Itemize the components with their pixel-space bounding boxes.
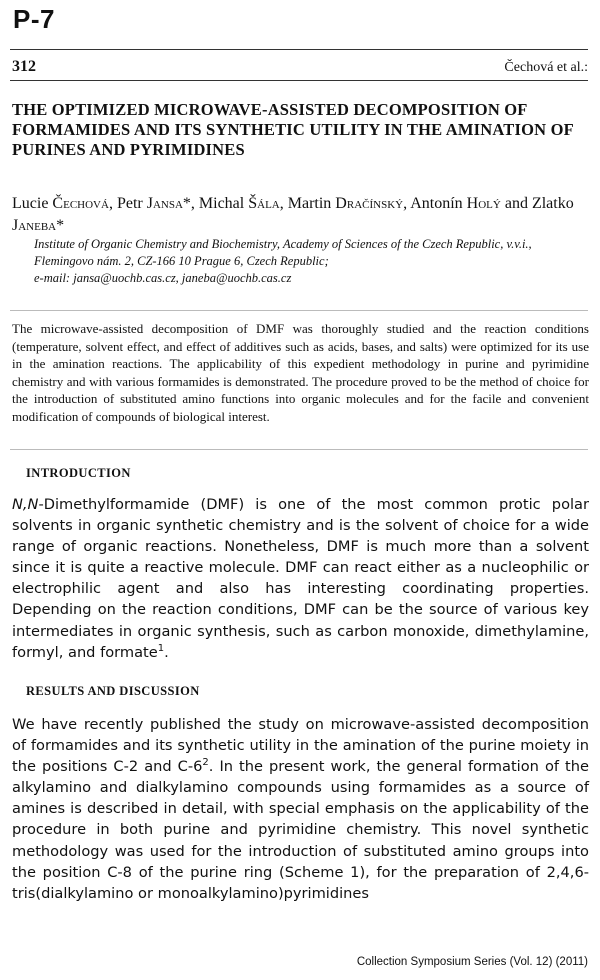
affiliation — [34, 236, 590, 287]
author-separator: , — [403, 195, 411, 212]
header-rule — [10, 49, 588, 50]
author-first-name: Michal — [198, 195, 249, 212]
affiliation-line: Institute of Organic Chemistry and Biochemistry, Academy of Sciences of the Czech Republic, v.v.i., — [34, 237, 532, 251]
author-surname-initial: Č — [52, 195, 64, 212]
reference-mark: 1 — [157, 642, 165, 654]
author-surname-initial: D — [335, 195, 347, 212]
author-surname: ansa — [152, 195, 183, 212]
author-first-name: Lucie — [12, 195, 53, 212]
results-body-a: We have recently published the study on microwave-assisted decomposition of formamides and its synthetic utility in the amination of the purine moiety in the positions C-2 and C-6 — [12, 716, 589, 776]
author-surname: ála — [257, 195, 280, 212]
italic-prefix: N,N — [12, 496, 39, 513]
author-surname-initial: J — [12, 217, 19, 234]
author-first-name: Martin — [287, 195, 336, 212]
author-first-name: and Zlatko — [504, 195, 574, 212]
introduction-text — [12, 494, 589, 663]
author-separator: , — [108, 195, 117, 212]
author — [410, 195, 505, 212]
paper-title: THE OPTIMIZED MICROWAVE-ASSISTED DECOMPOSITION OF FORMAMIDES AND ITS SYNTHETIC UTILITY IN THE AMINATION OF PURINES AND PYRIMIDINES — [12, 100, 574, 159]
abstract-bottom-rule — [10, 449, 588, 450]
journal-footer: Collection Symposium Series (Vol. 12) (2011) — [356, 956, 588, 968]
affiliation-line: Flemingovo nám. 2, CZ-166 10 Prague 6, Czech Republic; — [34, 254, 329, 268]
running-head-rule — [10, 80, 588, 81]
author — [199, 195, 288, 212]
results-text — [12, 714, 589, 904]
author-separator: , — [279, 195, 288, 212]
presentation-code: P-7 — [13, 4, 55, 34]
author-first-name: Antonín — [410, 195, 467, 212]
running-head: Čechová et al.: — [504, 60, 588, 75]
author — [117, 195, 199, 212]
author-first-name: Petr — [116, 195, 147, 212]
results-heading: RESULTS AND DISCUSSION — [26, 684, 200, 698]
results-body-b: . In the present work, the general formation of the alkylamino and dialkylamino compounds using formamides as a source of amines is described in detail, with special emphasis on the applicability of the procedure in both purine and pyrimidine chemistry. This novel synthetic methodology was used for the introduction of substituted amino groups into the position C-8 of the purine ring (Scheme 1), for the preparation of 2,4,6-tris(dialkylamino or monoalkylamino)pyrimidines — [12, 758, 589, 902]
author-list — [12, 193, 590, 237]
author-surname-initial: J — [146, 195, 153, 212]
author-surname: račínský — [346, 195, 404, 212]
author-separator: * — [56, 217, 65, 234]
author-surname-initial: H — [466, 195, 479, 212]
author-surname: aneba — [18, 217, 57, 234]
abstract-top-rule — [10, 310, 588, 311]
introduction-body: -Dimethylformamide (DMF) is one of the most common protic polar solvents in organic synthetic chemistry and is the solvent of choice for a wide range of organic reactions. Nonetheless, DMF is much more than a solvent since it is quite a reactive molecule. DMF can react either as a nucleophilic or electrophilic agent and also has interesting coordinating properties. Depending on the reaction conditions, DMF can be the source of various key intermediates in organic synthesis, such as carbon monoxide, dimethylamine, formyl, and formate — [12, 496, 589, 661]
sentence-end: . — [164, 643, 169, 661]
introduction-heading: INTRODUCTION — [26, 466, 131, 480]
author — [288, 195, 410, 212]
author-separator: *, — [182, 195, 199, 212]
page-number: 312 — [12, 58, 36, 75]
abstract: The microwave-assisted decomposition of DMF was thoroughly studied and the reaction conditions (temperature, solvent effect, and effect of additives such as acids, bases, and salts) were optimized for its use in the amination reactions. The applicability of this expedient methodology in purine and pyrimidine chemistry and with various formamides is demonstrated. The procedure proved to be the method of choice for the introduction of substituted amino functions into organic molecules and for the facile and convenient modification of compounds of biological interest. — [12, 321, 589, 424]
author-surname: echová — [63, 195, 109, 212]
author-surname-initial: Š — [248, 195, 258, 212]
author-surname: olý — [478, 195, 501, 212]
affiliation-email: e-mail: jansa@uochb.cas.cz, janeba@uochb.cas.cz — [34, 271, 292, 285]
author — [12, 195, 117, 212]
reference-mark: 2 — [202, 757, 209, 769]
